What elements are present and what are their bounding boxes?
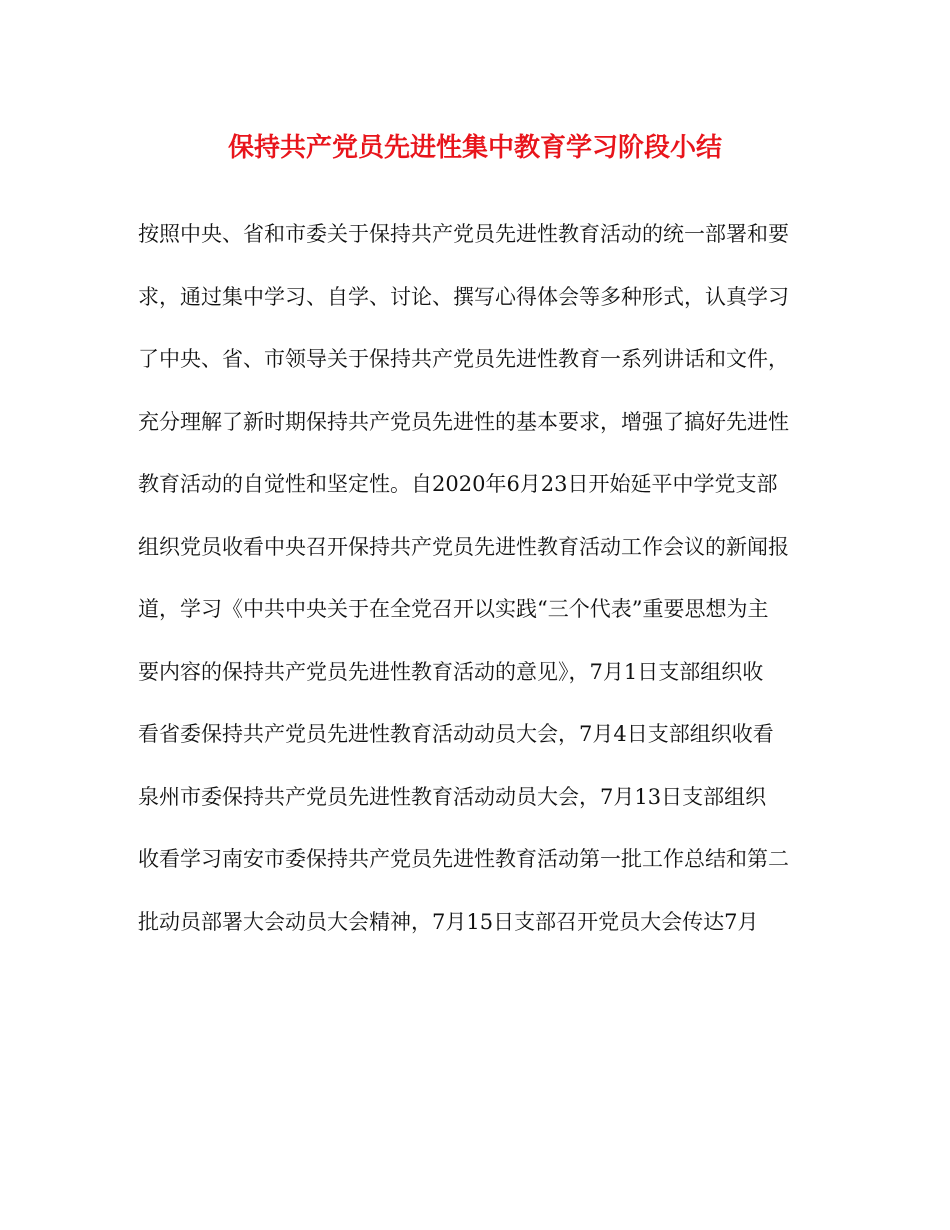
body-line-10: 泉州市委保持共产党员先进性教育活动动员大会，7月13日支部组织: [138, 784, 767, 809]
body-line-5: 教育活动的自觉性和坚定性。自2020年6月23日开始延平中学党支部: [138, 472, 778, 496]
body-line-4: 充分理解了新时期保持共产党员先进性的基本要求，增强了搞好先进性: [138, 409, 789, 434]
body-line-9: 看省委保持共产党员先进性教育活动动员大会，7月4日支部组织收看: [138, 722, 774, 746]
body-line-3: 了中央、省、市领导关于保持共产党员先进性教育一系列讲话和文件，: [138, 347, 789, 371]
body-line-6: 组织党员收看中央召开保持共产党员先进性教育活动工作会议的新闻报: [138, 534, 789, 559]
document-title: 保持共产党员先进性集中教育学习阶段小结: [227, 133, 722, 163]
body-line-11: 收看学习南安市委保持共产党员先进性教育活动第一批工作总结和第二: [138, 847, 789, 871]
body-line-7: 道，学习《中共中央关于在全党召开以实践“三个代表”重要思想为主: [138, 597, 769, 621]
body-line-12: 批动员部署大会动员大会精神，7月15日支部召开党员大会传达7月: [138, 909, 759, 934]
body-line-8: 要内容的保持共产党员先进性教育活动的意见》，7月1日支部组织收: [138, 659, 764, 684]
document-body: [138, 214, 818, 964]
body-line-2: 求，通过集中学习、自学、讨论、撰写心得体会等多种形式，认真学习: [138, 284, 789, 309]
body-line-1: 按照中央、省和市委关于保持共产党员先进性教育活动的统一部署和要: [138, 222, 789, 246]
